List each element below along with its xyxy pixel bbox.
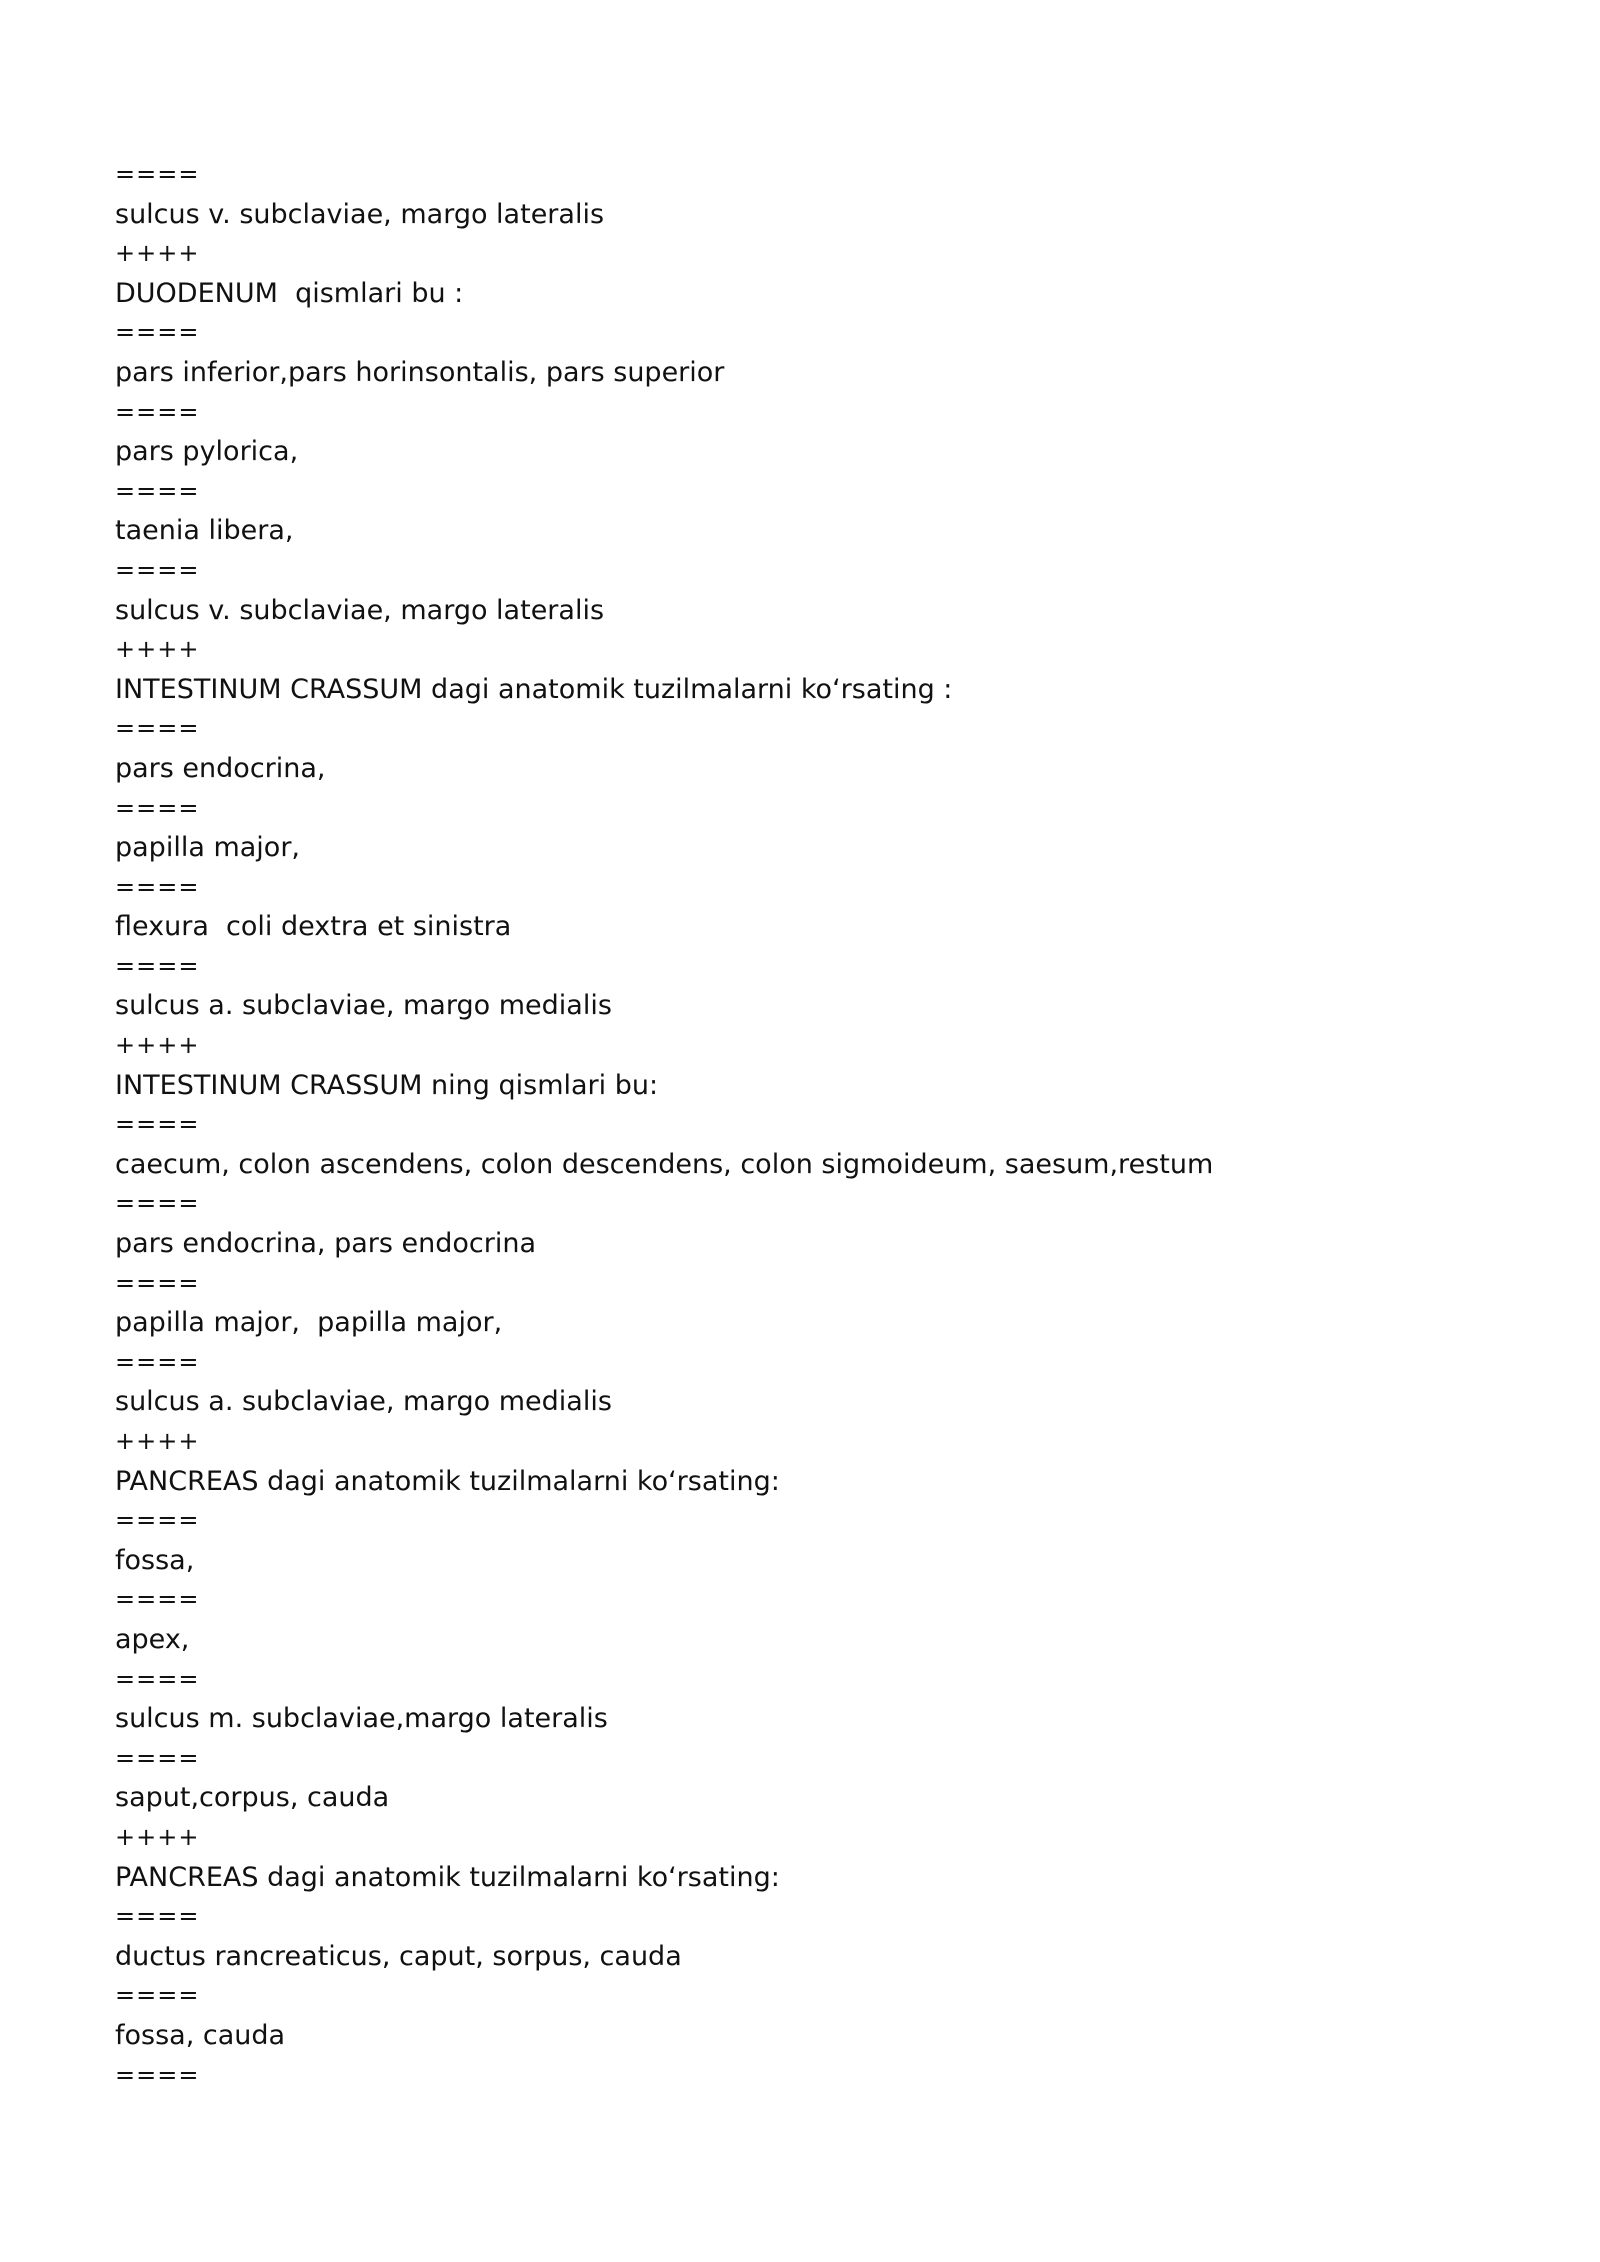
document-text-line: pars inferior,pars horinsontalis, pars superior: [115, 356, 725, 388]
question-separator: ++++: [115, 1031, 200, 1060]
answer-separator: ====: [115, 555, 200, 584]
question-separator: ++++: [115, 1427, 200, 1455]
document-text-line: PANCREAS dagi anatomik tuzilmalarni ko‘rsating:: [115, 1465, 780, 1497]
answer-separator: ====: [115, 1110, 200, 1139]
document-text-line: pars pylorica,: [115, 436, 299, 468]
document-text-line: sulcus a. subclaviae, margo medialis: [115, 990, 612, 1022]
document-text-line: PANCREAS dagi anatomik tuzilmalarni ko‘rsating:: [115, 1861, 780, 1893]
answer-separator: ====: [115, 1585, 200, 1614]
document-text-line: fossa, cauda: [115, 2019, 286, 2051]
document-text-line: papilla major,: [115, 832, 301, 864]
answer-separator: ====: [115, 2060, 200, 2089]
answer-separator: ====: [115, 1743, 200, 1772]
document-text-line: sulcus a. subclaviae, margo medialis: [115, 1386, 612, 1418]
document-text-line: INTESTINUM CRASSUM dagi anatomik tuzilmalarni ko‘rsating :: [115, 673, 953, 705]
answer-separator: ====: [115, 1347, 200, 1376]
document-text-line: INTESTINUM CRASSUM ning qismlari bu:: [115, 1069, 659, 1101]
document-text-line: DUODENUM qismlari bu :: [115, 277, 464, 309]
question-separator: ++++: [115, 635, 200, 664]
answer-separator: ====: [115, 1981, 200, 2010]
document-text-line: pars endocrina, pars endocrina: [115, 1228, 537, 1260]
answer-separator: ====: [115, 793, 200, 822]
document-text-line: caecum, colon ascendens, colon descendens, colon sigmoideum, saesum,restum: [115, 1148, 1214, 1180]
document-text-line: ductus rancreaticus, caput, sorpus, cauda: [115, 1940, 682, 1972]
answer-separator: ====: [115, 872, 200, 901]
answer-separator: ====: [115, 160, 200, 188]
answer-separator: ====: [115, 1506, 200, 1535]
document-text-line: taenia libera,: [115, 515, 294, 547]
question-separator: ++++: [115, 1822, 200, 1851]
answer-separator: ====: [115, 714, 200, 743]
answer-separator: ====: [115, 1902, 200, 1931]
answer-separator: ====: [115, 397, 200, 426]
answer-separator: ====: [115, 476, 200, 505]
document-text-line: sulcus m. subclaviae,margo lateralis: [115, 1703, 608, 1735]
document-text-line: apex,: [115, 1623, 190, 1655]
answer-separator: ====: [115, 951, 200, 980]
document-body: [115, 155, 1515, 2095]
document-text-line: papilla major, papilla major,: [115, 1307, 503, 1339]
document-text-line: sulcus v. subclaviae, margo lateralis: [115, 198, 605, 230]
answer-separator: ====: [115, 1189, 200, 1218]
document-text-line: sulcus v. subclaviae, margo lateralis: [115, 594, 605, 626]
answer-separator: ====: [115, 1664, 200, 1693]
question-separator: ++++: [115, 239, 200, 268]
document-text-line: flexura coli dextra et sinistra: [115, 911, 512, 943]
document-text-line: pars endocrina,: [115, 752, 326, 784]
document-text-line: fossa,: [115, 1544, 195, 1576]
document-text-line: saput,corpus, cauda: [115, 1782, 390, 1814]
answer-separator: ====: [115, 1268, 200, 1297]
answer-separator: ====: [115, 318, 200, 347]
